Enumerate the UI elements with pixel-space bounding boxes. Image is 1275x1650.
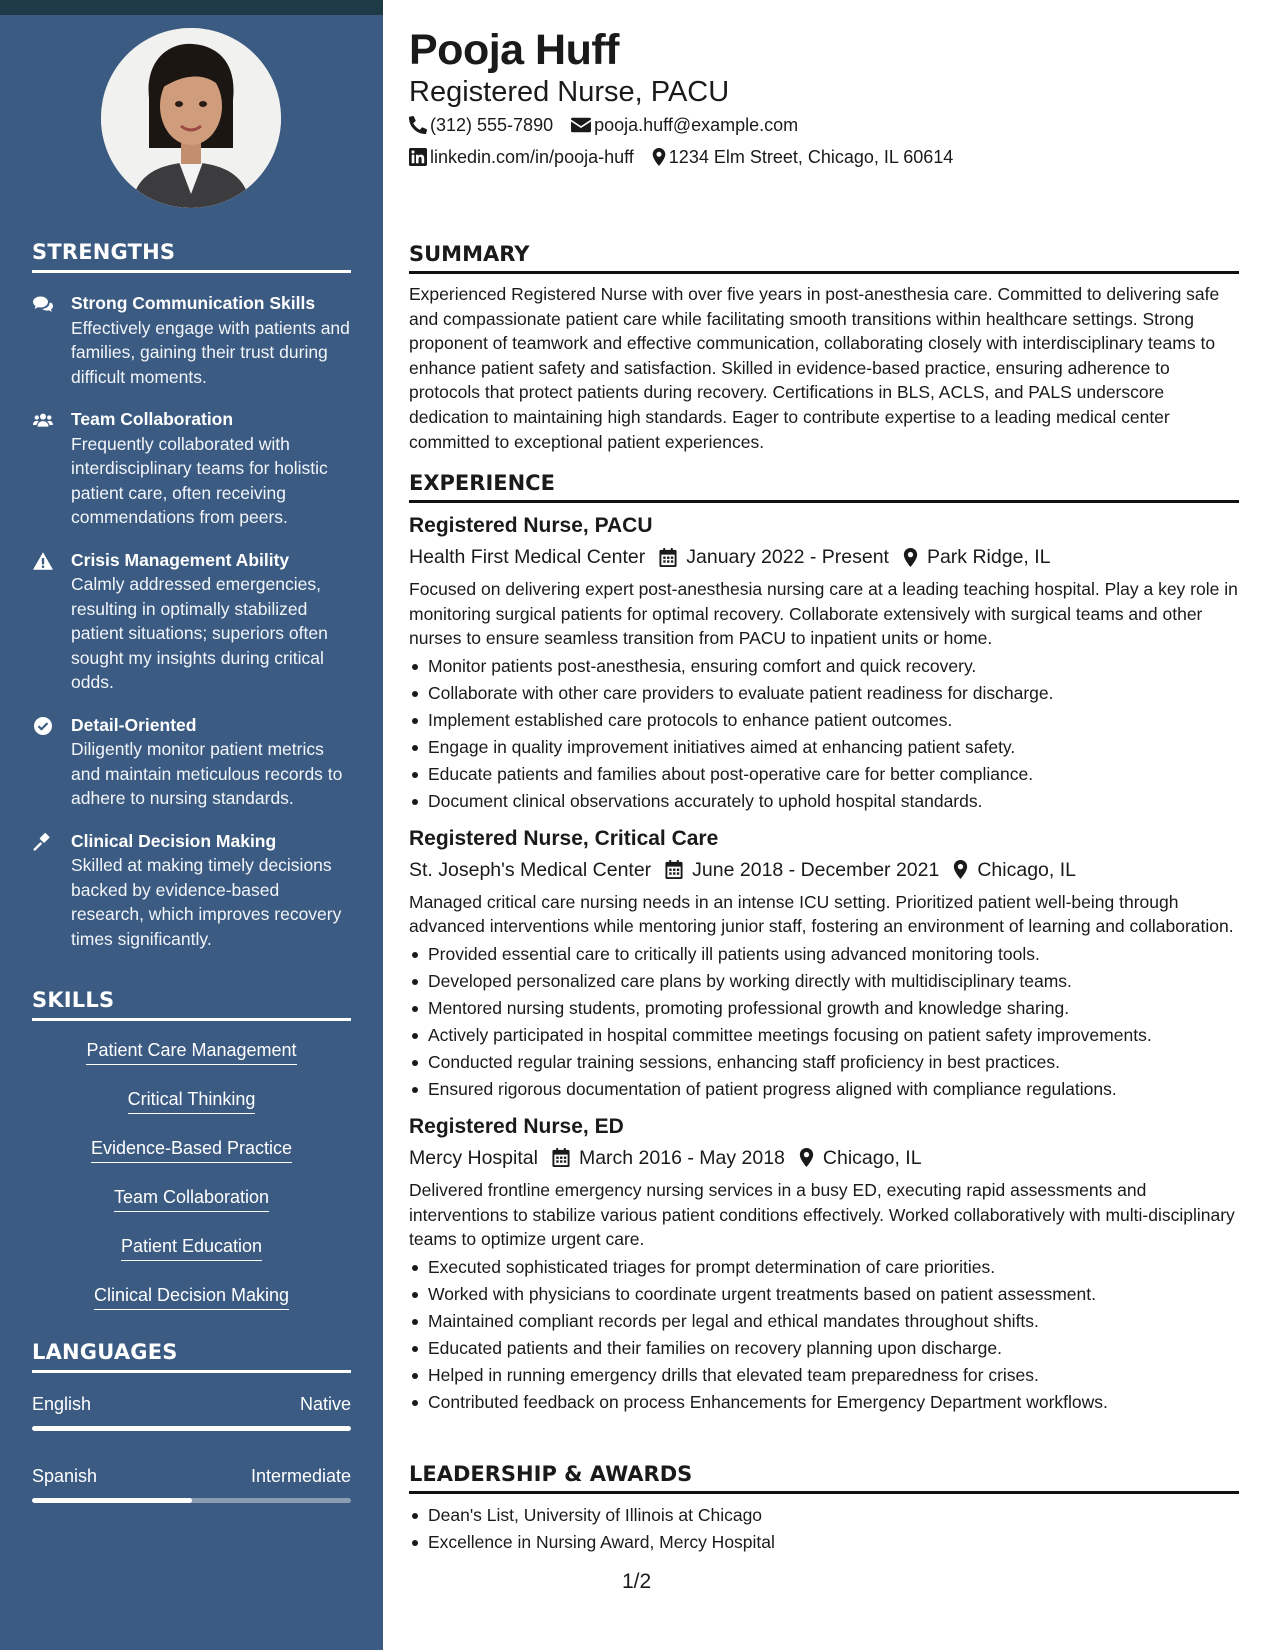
candidate-role: Registered Nurse, PACU [409,76,730,108]
map-marker-icon [903,548,918,567]
summary-text: Experienced Registered Nurse with over five years in post-anesthesia care. Committed to delivering safe and compassionate patient care while facilitating smooth transitions within healthcare settings. Strong proponent of teamwork and effective communication, collaborating closely with interdisciplinary teams to enhance patient safety and satisfaction. Skilled in evidence-based practice, ensuring adherence to protocols that protect patients during recovery. Certifications in BLS, ACLS, and PALS underscore dedication to maintaining high standards. Eager to contribute expertise to a leading medical center committed to exceptional patient experiences. [409,284,1220,452]
language-level: Intermediate [250,1466,351,1486]
language-proficiency-bar [32,1426,351,1431]
calendar-icon [659,548,677,567]
strength-description: Effectively engage with patients and families, gaining their trust during difficult moments. [71,317,350,387]
comments-icon [32,294,54,314]
linkedin-contact[interactable] [409,145,634,169]
phone-contact[interactable] [409,113,553,137]
skill-tag: Patient Care Management [86,1039,296,1065]
strength-item [32,829,351,952]
strength-description: Frequently collaborated with interdisciplinary teams for holistic patient care, often receiving commendations from peers. [71,433,328,527]
list-item: Contributed feedback on process Enhancements for Emergency Department workflows. [409,1389,1239,1416]
linkedin-url: linkedin.com/in/pooja-huff [430,147,634,167]
language-level: Native [299,1394,351,1414]
candidate-name: Pooja Huff [409,26,619,74]
job-title: Registered Nurse, ED [409,1114,624,1138]
list-item: Monitor patients post-anesthesia, ensuring comfort and quick recovery. [409,653,1239,680]
experience-heading: EXPERIENCE [409,469,1239,503]
list-item: Ensured rigorous documentation of patient progress aligned with compliance regulations. [409,1076,1239,1103]
list-item: Actively participated in hospital committee meetings focusing on patient safety improvements. [409,1022,1239,1049]
job-entry [409,1112,1239,1416]
skills-section [32,988,351,1327]
phone-number: (312) 555-7890 [430,115,554,135]
date-range: June 2018 - December 2021 [692,858,940,881]
list-item: Provided essential care to critically ill patients using advanced monitoring tools. [409,941,1239,968]
list-item: Executed sophisticated triages for prompt determination of care priorities. [409,1254,1239,1281]
languages-heading: LANGUAGES [32,1340,351,1373]
calendar-icon [552,1148,570,1167]
skill-list [32,1033,351,1327]
job-description: Managed critical care nursing needs in an intense ICU setting. Prioritized patient well-being through advanced interventions while mentoring junior staff, fostering an environment of learning and collaboration. [409,891,1234,937]
list-item: Helped in running emergency drills that elevated team preparedness for crises. [409,1362,1239,1389]
strengths-heading: STRENGTHS [32,240,351,273]
job-description: Focused on delivering expert post-anesthesia nursing care at a leading teaching hospital. Play a key role in monitoring surgical patients for optimal recovery. Collaborate extensively with surgical teams and other nurses to ensure seamless transition from PACU to inpatient units or home. [409,579,1238,649]
job-location [903,543,1051,571]
language-proficiency-fill [32,1498,192,1503]
list-item: Worked with physicians to coordinate urgent treatments based on patient assessment. [409,1281,1239,1308]
contact-line [409,113,816,137]
job-entry [409,824,1239,1103]
experience-section [409,469,1239,1416]
skill-tag: Team Collaboration [114,1186,269,1212]
strengths-section [32,240,351,951]
language-proficiency-fill [32,1426,351,1431]
list-item: Dean's List, University of Illinois at Chicago [409,1502,1239,1529]
users-icon [32,410,54,430]
job-dates [552,1144,785,1172]
list-item: Mentored nursing students, promoting professional growth and knowledge sharing. [409,995,1239,1022]
job-location [799,1144,922,1172]
map-marker-icon [799,1148,814,1167]
list-item: Collaborate with other care providers to evaluate patient readiness for discharge. [409,680,1239,707]
page-number: 1/2 [622,1570,652,1593]
language-proficiency-bar [32,1498,351,1503]
languages-section [32,1340,351,1503]
job-meta [409,1144,1239,1172]
list-item: Document clinical observations accurately to uphold hospital standards. [409,788,1239,815]
employer [409,543,645,571]
location-text: Park Ridge, IL [926,546,1051,568]
calendar-icon [665,860,683,879]
linkedin-icon [409,148,427,166]
job-meta [409,543,1239,571]
skill-tag: Critical Thinking [128,1088,256,1114]
employer-name: Health First Medical Center [409,546,646,568]
strength-title: Team Collaboration [71,409,234,429]
strength-description: Calmly addressed emergencies, resulting in optimally stabilized patient situations; superiors often sought my insights during critical odds. [71,574,328,692]
date-range: January 2022 - Present [686,546,889,568]
employer [409,856,651,884]
check-circle-icon [32,716,54,736]
skill-tag: Clinical Decision Making [94,1284,289,1310]
job-dates [665,856,939,884]
job-bullets [409,941,1239,1103]
map-marker-icon [652,148,666,166]
envelope-icon [571,116,591,134]
profile-photo [101,28,281,208]
map-marker-icon [953,860,968,879]
sidebar-top-bar [0,0,383,15]
warning-icon [32,551,54,571]
list-item: Conducted regular training sessions, enhancing staff proficiency in best practices. [409,1049,1239,1076]
awards-list [409,1502,1239,1556]
awards-heading: LEADERSHIP & AWARDS [409,1460,1239,1494]
job-title: Registered Nurse, Critical Care [409,826,719,850]
street-address: 1234 Elm Street, Chicago, IL 60614 [668,147,954,167]
location-text: Chicago, IL [977,858,1076,881]
skills-heading: SKILLS [32,988,351,1021]
strength-item [32,291,351,389]
language-item [32,1464,351,1503]
email-address: pooja.huff@example.com [594,115,799,135]
strength-item [32,548,351,695]
list-item: Excellence in Nursing Award, Mercy Hospital [409,1529,1239,1556]
location-text: Chicago, IL [822,1146,922,1169]
skill-tag: Evidence-Based Practice [91,1137,292,1163]
employer-name: Mercy Hospital [409,1146,538,1169]
awards-section [409,1460,1239,1556]
job-location [953,856,1076,884]
language-name: Spanish [32,1466,98,1486]
job-meta [409,856,1239,884]
job-description: Delivered frontline emergency nursing services in a busy ED, executing rapid assessments and interventions to stabilize various patient conditions effectively. Worked collaboratively with multi-disciplinary teams to optimize urgent care. [409,1179,1235,1250]
summary-section [409,240,1239,454]
language-name: English [32,1394,92,1414]
employer-name: St. Joseph's Medical Center [409,858,652,881]
skill-tag: Patient Education [121,1235,262,1261]
address-contact [652,145,954,169]
phone-icon [409,116,427,134]
strength-title: Clinical Decision Making [71,830,277,851]
employer [409,1144,538,1172]
contact-line [409,145,971,169]
list-item: Developed personalized care plans by working directly with multidisciplinary teams. [409,968,1239,995]
strength-item [32,713,351,811]
language-item [32,1392,351,1431]
list-item: Educate patients and families about post-operative care for better compliance. [409,761,1239,788]
list-item: Maintained compliant records per legal and ethical mandates throughout shifts. [409,1308,1239,1335]
list-item: Engage in quality improvement initiatives aimed at enhancing patient safety. [409,734,1239,761]
strength-title: Crisis Management Ability [71,549,290,570]
job-entry [409,511,1239,815]
list-item: Implement established care protocols to enhance patient outcomes. [409,707,1239,734]
gavel-icon [32,832,54,852]
avatar [101,28,281,208]
email-contact[interactable] [571,113,798,137]
list-item: Educated patients and their families on recovery planning upon discharge. [409,1335,1239,1362]
strength-title: Detail-Oriented [71,714,197,735]
strength-description: Skilled at making timely decisions backed by evidence-based research, which improves recovery times significantly. [71,855,342,949]
date-range: March 2016 - May 2018 [578,1146,785,1169]
summary-heading: SUMMARY [409,240,1239,274]
strength-description: Diligently monitor patient metrics and maintain meticulous records to adhere to nursing standards. [71,739,343,808]
job-bullets [409,653,1239,815]
strength-title: Strong Communication Skills [71,293,316,313]
job-dates [659,543,889,571]
sidebar [0,0,383,1650]
job-bullets [409,1254,1239,1416]
strength-item [32,407,351,530]
job-title: Registered Nurse, PACU [409,514,653,537]
